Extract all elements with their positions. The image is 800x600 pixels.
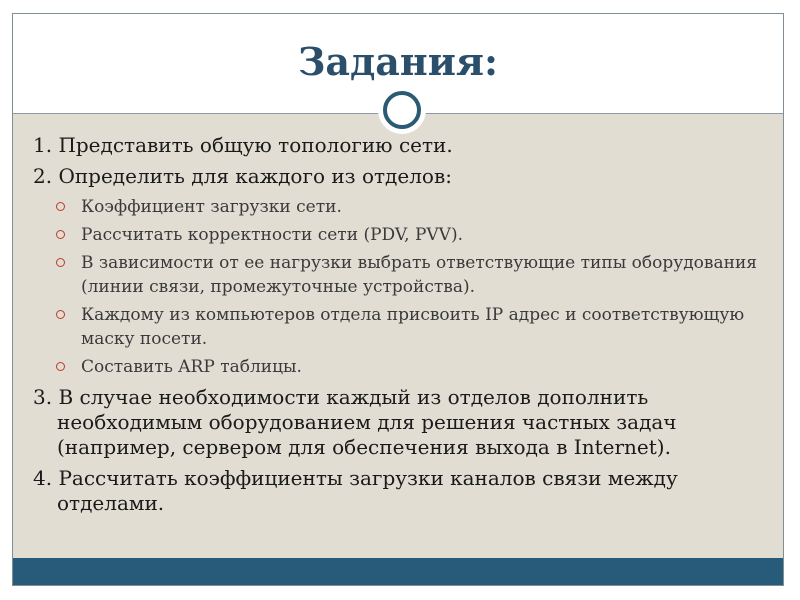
circle-bullet-icon	[56, 310, 65, 319]
circle-bullet-icon	[56, 202, 65, 211]
sub-item	[33, 355, 763, 379]
list-item-1: 1. Представить общую топологию сети.	[33, 133, 453, 157]
content-body	[33, 133, 763, 522]
circle-ornament-icon	[383, 91, 421, 129]
circle-bullet-icon	[56, 362, 65, 371]
circle-bullet-icon	[56, 258, 65, 267]
sub-item	[33, 195, 763, 219]
list-item-3: 3. В случае необходимости каждый из отделов дополнить необходимым оборудованием для решения частных задач (например, сервером для обеспечения выхода в Internet).	[33, 385, 677, 459]
sub-item	[33, 303, 763, 351]
sub-item-text: Рассчитать корректности сети (PDV, PVV).	[81, 225, 463, 245]
list-item-4: 4. Рассчитать коэффициенты загрузки каналов связи между отделами.	[33, 466, 678, 515]
list-item-2: 2. Определить для каждого из отделов:	[33, 164, 452, 188]
footer-band	[13, 558, 783, 585]
sub-item-text: Каждому из компьютеров отдела присвоить IP адрес и соответствующую маску посети.	[81, 305, 745, 349]
sub-list	[33, 195, 763, 379]
sub-item	[33, 251, 763, 299]
sub-item-text: Коэффициент загрузки сети.	[81, 197, 342, 217]
sub-item	[33, 223, 763, 247]
sub-item-text: В зависимости от ее нагрузки выбрать ответствующие типы оборудования (линии связи, промежуточные устройства).	[81, 253, 758, 297]
circle-bullet-icon	[56, 230, 65, 239]
slide-title: Задания:	[297, 39, 499, 84]
sub-item-text: Составить ARP таблицы.	[81, 357, 302, 377]
